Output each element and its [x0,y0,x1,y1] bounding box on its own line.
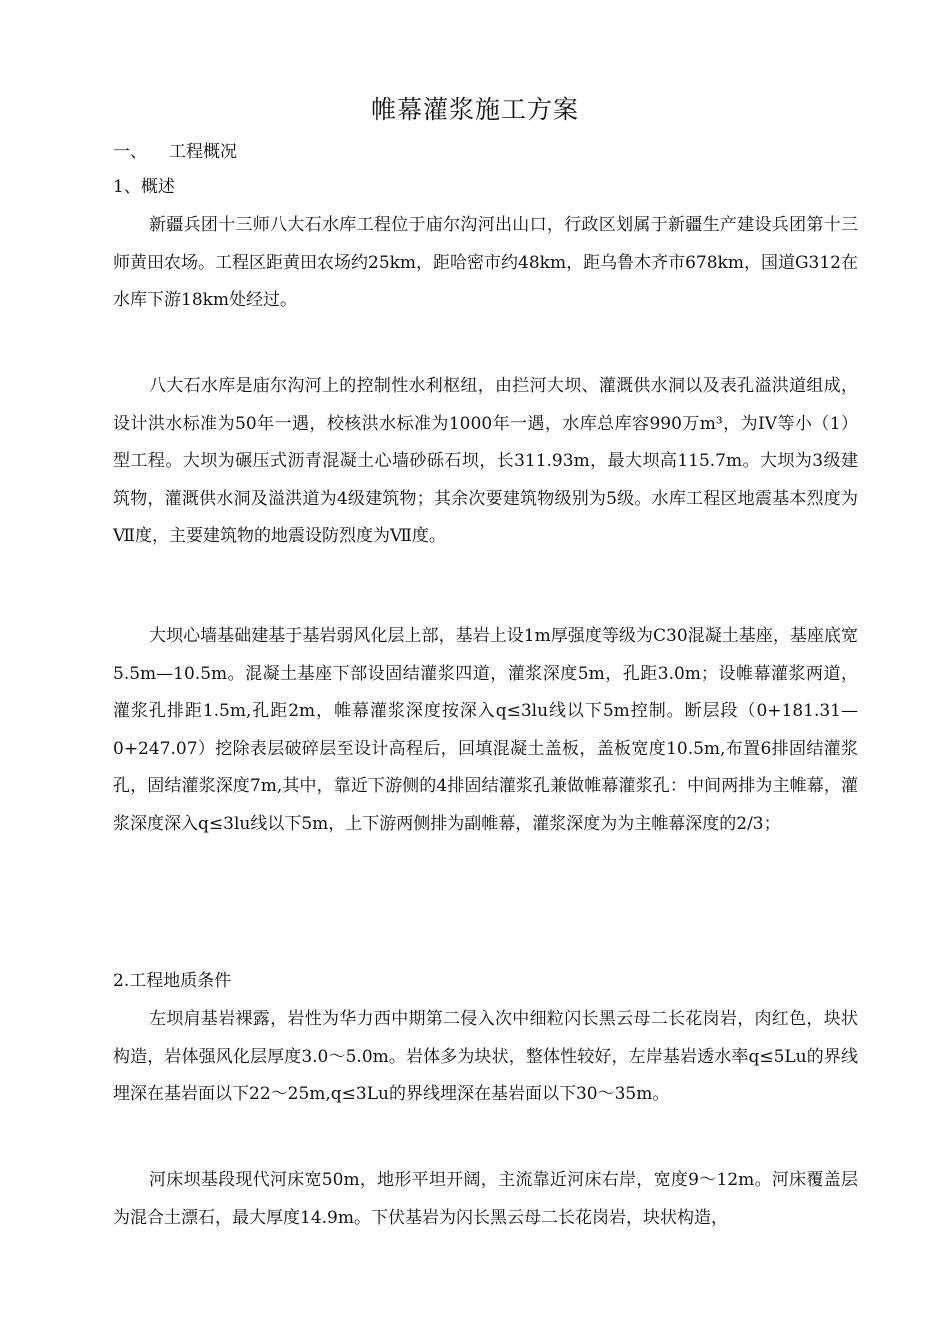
paragraph-location: 新疆兵团十三师八大石水库工程位于庙尔沟河出山口，行政区划属于新疆生产建设兵团第十三师黄田农场。工程区距黄田农场约25km，距哈密市约48km，距乌鲁木齐市678km，国道G312在水库下游18km处经过。 [113,215,859,311]
paragraph-reservoir: 八大石水库是庙尔沟河上的控制性水利枢纽，由拦河大坝、灌溉供水洞以及表孔溢洪道组成，设计洪水标准为50年一遇，校核洪水标准为1000年一遇，水库总库容990万m³，为IV等小（1）型工程。大坝为碾压式沥青混凝土心墙砂砾石坝，长311.93m，最大坝高115.7m。大坝为3级建筑物，灌溉供水洞及溢洪道为4级建筑物；其余次要建筑物级别为5级。水库工程区地震基本烈度为Ⅶ度，主要建筑物的地震设防烈度为Ⅶ度。 [113,376,858,547]
paragraph-riverbed: 河床坝基段现代河床宽50m，地形平坦开阔，主流靠近河床右岸，宽度9～12m。河床覆盖层为混合土漂石，最大厚度14.9m。下伏基岩为闪长黑云母二长花岗岩，块状构造， [113,1170,858,1228]
document-title: 帷幕灌浆施工方案 [370,95,579,124]
subsection-heading-geology: 2.工程地质条件 [113,971,232,991]
subsection-heading-summary: 1、概述 [113,177,175,197]
section-heading-overview [113,137,237,167]
section-label: 工程概况 [169,142,237,162]
paragraph-foundation: 大坝心墙基础建基于基岩弱风化层上部，基岩上设1m厚强度等级为C30混凝土基座，基座底宽5.5m—10.5m。混凝土基座下部设固结灌浆四道，灌浆深度5m，孔距3.0m；设帷幕灌浆两道，灌浆孔排距1.5m,孔距2m，帷幕灌浆深度按深入q≤3lu线以下5m控制。断层段（0+181.31—0+247.07）挖除表层破碎层至设计高程后，回填混凝土盖板，盖板宽度10.5m,布置6排固结灌浆孔，固结灌浆深度7m,其中，靠近下游侧的4排固结灌浆孔兼做帷幕灌浆孔：中间两排为主帷幕，灌浆深度深入q≤3lu线以下5m，上下游两侧排为副帷幕，灌浆深度为为主帷幕深度的2/3； [113,626,858,834]
section-number: 一、 [113,142,147,162]
paragraph-left-abutment: 左坝肩基岩裸露，岩性为华力西中期第二侵入次中细粒闪长黑云母二长花岗岩，肉红色，块状构造，岩体强风化层厚度3.0～5.0m。岩体多为块状，整体性较好，左岸基岩透水率q≤5Lu的界线埋深在基岩面以下22～25m,q≤3Lu的界线埋深在基岩面以下30～35m。 [113,1009,858,1105]
